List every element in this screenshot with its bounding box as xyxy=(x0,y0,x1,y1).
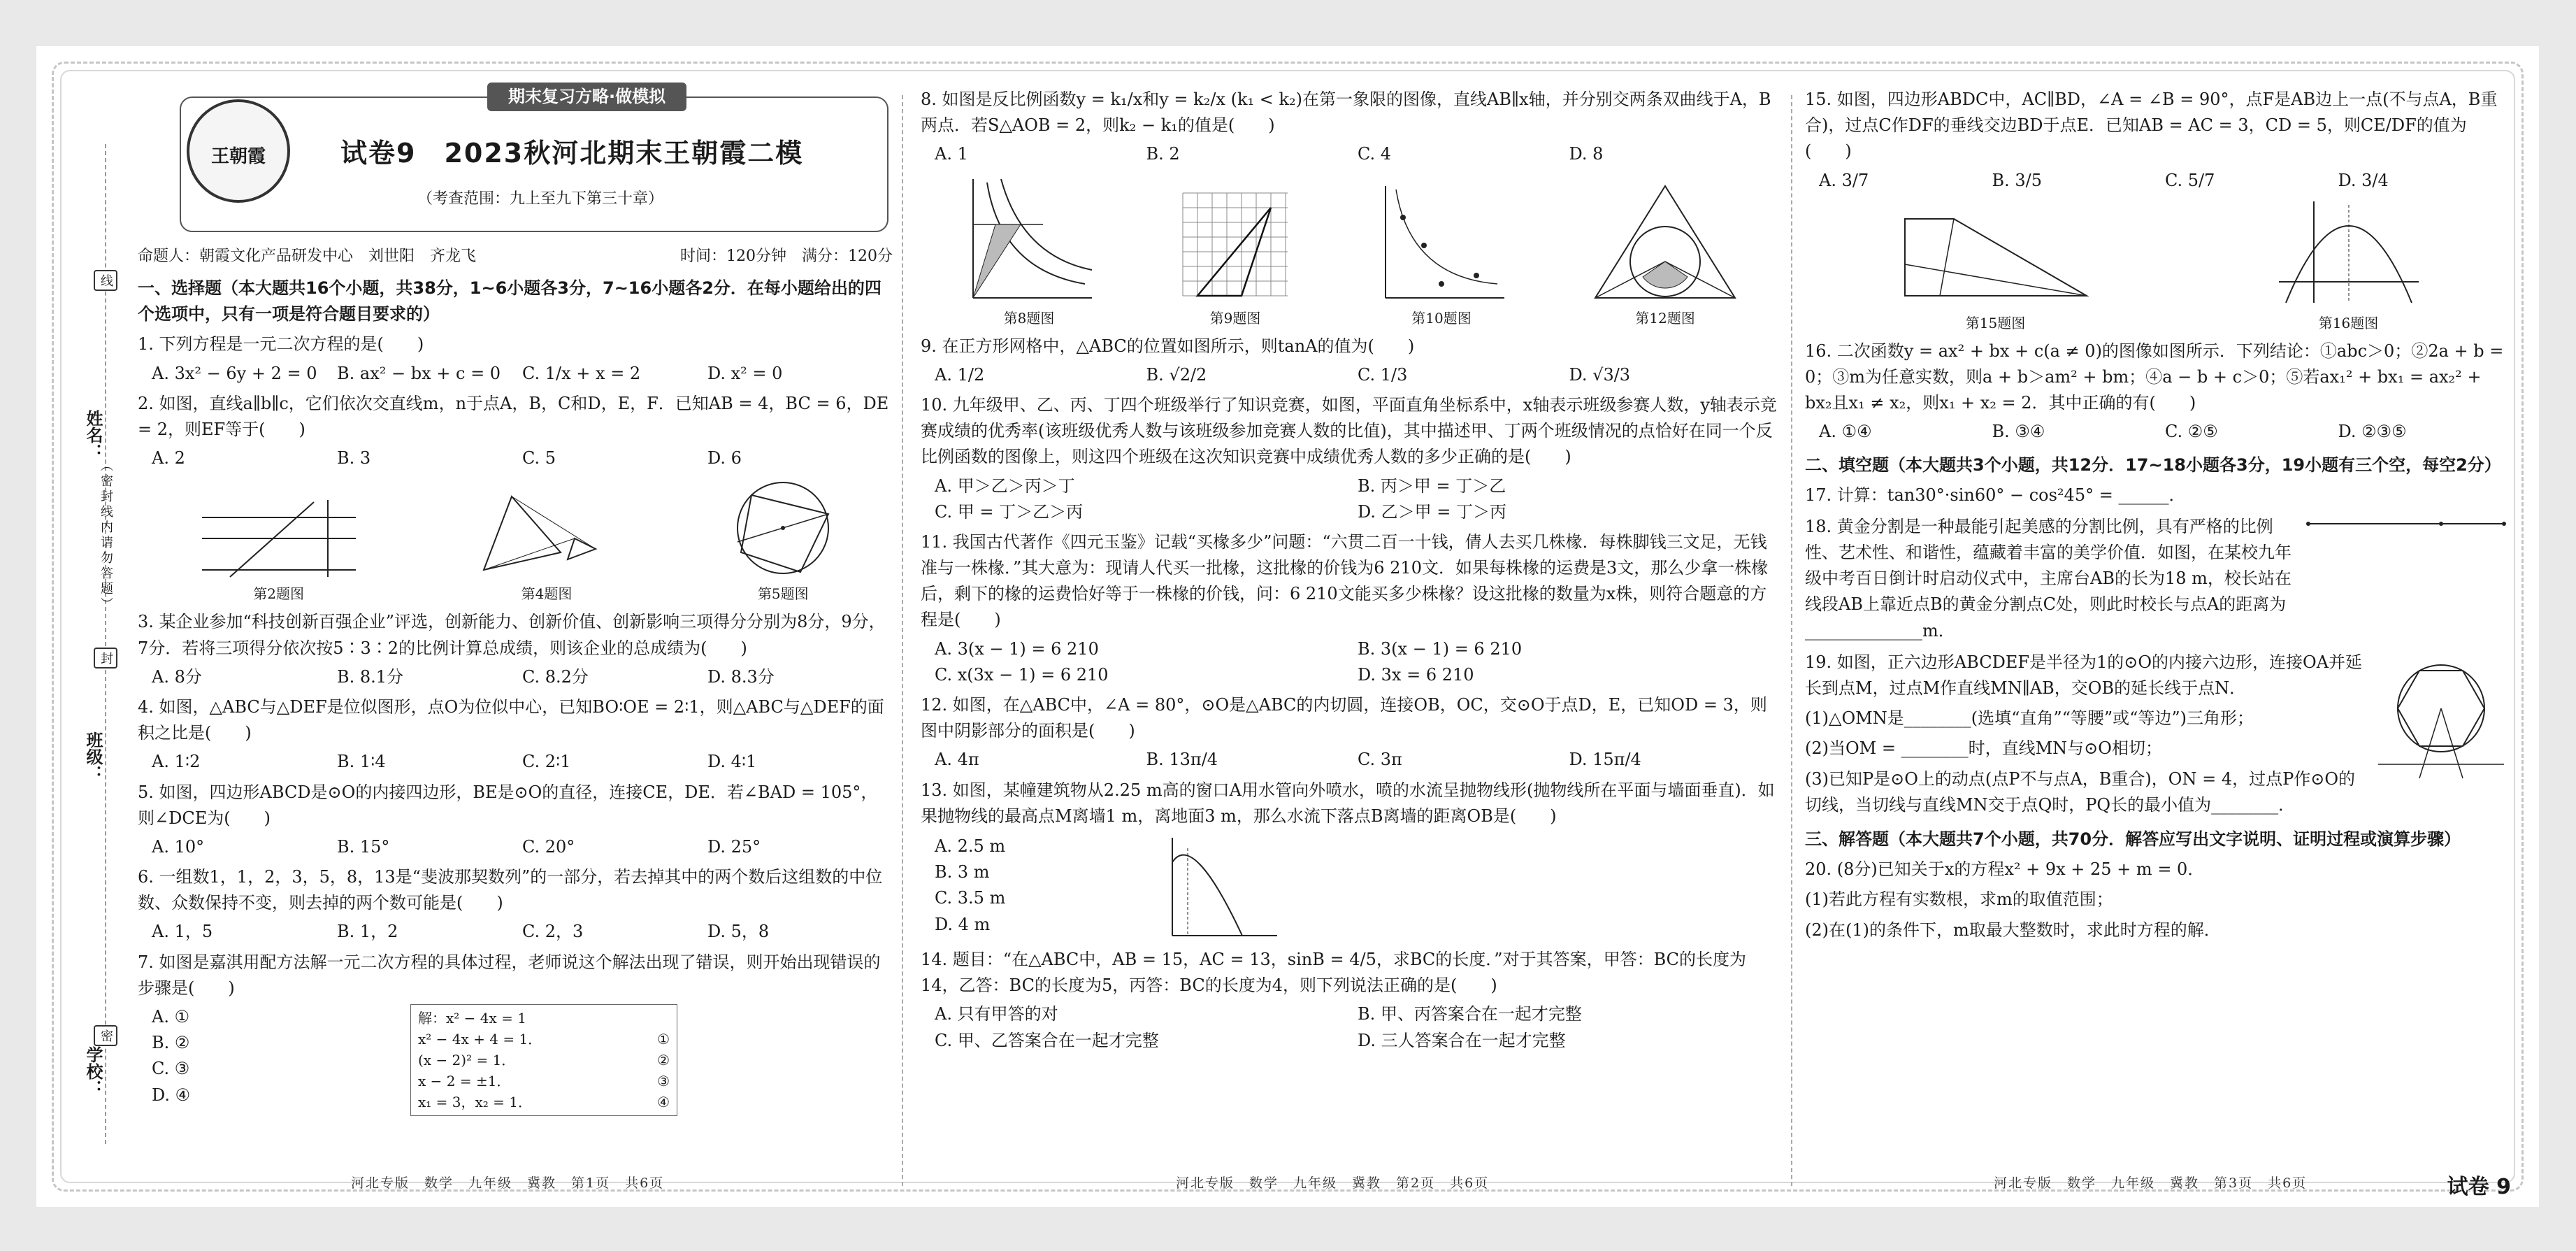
options-11 xyxy=(935,636,1780,688)
option[interactable]: A. 2.5 m xyxy=(935,836,1006,856)
figure-8 xyxy=(959,172,1099,329)
option[interactable]: B. 3 m xyxy=(935,862,990,882)
option[interactable]: C. 甲 = 丁＞乙＞丙 xyxy=(935,501,1084,522)
options-12 xyxy=(935,747,1780,773)
option[interactable]: C. 2∶1 xyxy=(522,752,571,772)
option[interactable]: B. 2 xyxy=(1146,144,1180,164)
option[interactable]: D. 25° xyxy=(707,836,761,857)
option[interactable]: C. 4 xyxy=(1358,144,1392,164)
column-1 xyxy=(138,83,893,1173)
figure-row-1 xyxy=(138,476,893,605)
question-18: 18. 黄金分割是一种最能引起美感的分割比例，具有严格的比例性、艺术性、和谐性，蕴藏着丰富的美学价值．如图，在某校九年级中考百日倒计时启动仪式中，主席台AB的长为18 m，校长站在线段AB上靠近点B的黄金分割点C处，则此时校长与点A的距离为______________m． xyxy=(1805,516,2291,641)
options-3 xyxy=(152,664,893,690)
figure-caption: 第16题图 xyxy=(2318,314,2379,331)
option[interactable]: A. ① xyxy=(152,1007,190,1027)
cut-line xyxy=(105,144,106,1144)
option[interactable]: D. ②③⑤ xyxy=(2338,422,2407,442)
exam-scope: （考查范围：九上至九下第三十章） xyxy=(417,190,664,208)
question-8: 8. 如图是反比例函数y = k₁/x和y = k₂/x (k₁ < k₂)在第一象限的图像，直线AB∥x轴，并分别交两条双曲线于A，B两点．若S△AOB = 2，则k₂ − k₁的值是( ) xyxy=(921,90,1771,136)
solution-step: x − 2 = ±1． ③ xyxy=(418,1073,670,1090)
footer-page-3: 河北专版 数学 九年级 冀教 第3页 共6页 xyxy=(1994,1175,2308,1191)
column-3 xyxy=(1805,83,2511,1173)
parallel-lines-figure xyxy=(188,496,370,580)
option[interactable]: B. 1，2 xyxy=(337,922,398,942)
question-11: 11. 我国古代著作《四元玉鉴》记载“买椽多少”问题：“六贯二百一十钱，倩人去买几株椽．每株脚钱三文足，无钱准与一株椽．”其大意为：现请人代买一批椽，这批椽的价钱为6 210文．如果每株椽的运费是3文，那么少拿一株椽后，剩下的椽的运费恰好等于一株椽的价钱，问：6 210文能买多少株椽？设这批椽的数量为x株，则符合题意的方程是( ) xyxy=(921,531,1769,630)
school-label: 学校： xyxy=(83,1046,103,1096)
options-10 xyxy=(935,473,1780,525)
figure-5 xyxy=(724,476,842,605)
question-13: 13. 如图，某幢建筑物从2.25 m高的窗口A用水管向外喷水，喷的水流呈抛物线形(抛物线所在平面与墙面垂直)．如果抛物线的最高点M离墙1 m，离地面3 m，那么水流下落点B离墙的距离OB是( ) xyxy=(921,780,1775,826)
option[interactable]: C. ②⑤ xyxy=(2165,422,2218,442)
binding-margin xyxy=(78,228,127,1137)
column-2 xyxy=(921,83,1780,1173)
question-3: 3. 某企业参加“科技创新百强企业”评选，创新能力、创新价值、创新影响三项得分分别为8分，9分，7分．若将三项得分依次按5∶3∶2的比例计算总成绩，则该企业的总成绩为( ) xyxy=(138,612,886,658)
question-14: 14. 题目：“在△ABC中，AB = 15，AC = 13，sinB = 4/5，求BC的长度．”对于其答案，甲答：BC的长度为14，乙答：BC的长度为5，丙答：BC的长度为4，则下列说法正确的是( ) xyxy=(921,949,1747,996)
water-parabola-figure xyxy=(1144,831,1284,943)
paper-number: 试卷 9 xyxy=(2447,1175,2511,1199)
parabola-figure xyxy=(2272,198,2426,310)
option[interactable]: C. 1/x + x = 2 xyxy=(522,363,641,383)
question-19-part3: (3)已知P是⊙O上的动点(点P不与点A，B重合)，ON = 4，过点P作⊙O的切线，当切线与直线MN交于点Q时，PQ长的最小值为________． xyxy=(1805,769,2356,815)
option[interactable]: A. 4π xyxy=(935,750,979,770)
question-10: 10. 九年级甲、乙、丙、丁四个班级举行了知识竞赛，如图，平面直角坐标系中，x轴表示班级参赛人数，y轴表示竞赛成绩的优秀率(该班级优秀人数与该班级参加竞赛人数的比值)，其中描述甲、丁两个班级情况的点恰好在同一个反比例函数的图像上，则这四个班级在这次知识竞赛中成绩优秀人数的多少正确的是( ) xyxy=(921,394,1777,467)
q13-area xyxy=(921,831,1780,943)
class-label: 班级： xyxy=(83,731,103,782)
figure-row-3 xyxy=(1805,198,2511,334)
footer-page-2: 河北专版 数学 九年级 冀教 第2页 共6页 xyxy=(1176,1175,1490,1191)
option[interactable]: A. 甲＞乙＞丙＞丁 xyxy=(935,476,1075,496)
figure-16 xyxy=(2272,198,2426,334)
question-19: 19. 如图，正六边形ABCDEF是半径为1的⊙O的内接六边形，连接OA并延长到点M，过点M作直线MN∥AB，交OB的延长线于点N． xyxy=(1805,652,2363,698)
logo-text: 王朝霞 xyxy=(210,146,266,167)
seal-seal: 封 xyxy=(94,648,117,669)
option[interactable]: D. 三人答案合在一起才完整 xyxy=(1358,1030,1566,1050)
option[interactable]: A. 2 xyxy=(152,448,185,469)
exam-sheet xyxy=(36,46,2539,1207)
option[interactable]: D. √3/3 xyxy=(1569,364,1631,385)
option[interactable]: A. 3/7 xyxy=(1819,170,1869,190)
option[interactable]: B. 丙＞甲 = 丁＞乙 xyxy=(1358,476,1506,496)
question-20-part2: (2)在(1)的条件下，m取最大整数时，求此时方程的解． xyxy=(1805,920,2221,940)
options-9 xyxy=(935,362,1780,388)
option[interactable]: D. 4∶1 xyxy=(707,752,757,772)
scatter-classes-figure xyxy=(1372,179,1511,305)
option[interactable]: B. 3/5 xyxy=(1992,170,2043,190)
options-1 xyxy=(152,361,893,387)
option[interactable]: D. 3x = 6 210 xyxy=(1358,664,1474,685)
figure-12 xyxy=(1588,179,1742,329)
option[interactable]: C. 2，3 xyxy=(522,922,584,942)
option[interactable]: D. 8 xyxy=(1569,144,1604,164)
option[interactable]: A. 10° xyxy=(152,836,205,857)
option[interactable]: A. 1 xyxy=(935,144,968,164)
authors: 命题人：朝霞文化产品研发中心 刘世阳 齐龙飞 xyxy=(138,248,477,265)
solution-step: x² − 4x + 4 = 1． ① xyxy=(418,1031,670,1048)
homothety-figure xyxy=(470,489,624,580)
option[interactable]: D. 8.3分 xyxy=(707,666,775,687)
figure-row-2 xyxy=(921,172,1780,329)
option[interactable]: B. 1∶4 xyxy=(337,752,386,772)
column-divider xyxy=(902,95,903,1186)
time-score: 时间：120分钟 满分：120分 xyxy=(680,248,893,265)
option[interactable]: B. 13π/4 xyxy=(1146,750,1218,770)
seal-line: 线 xyxy=(94,270,117,291)
logo xyxy=(187,99,290,203)
option[interactable]: D. 5，8 xyxy=(707,922,770,942)
question-19-part2: (2)当OM = ________时，直线MN与⊙O相切； xyxy=(1805,738,2162,759)
option[interactable]: D. x² = 0 xyxy=(707,363,783,383)
option[interactable]: A. 3x² − 6y + 2 = 0 xyxy=(152,363,317,383)
solution-step: x₁ = 3，x₂ = 1． ④ xyxy=(418,1094,670,1111)
option[interactable]: D. 乙＞甲 = 丁＞丙 xyxy=(1358,501,1507,522)
options-14 xyxy=(935,1001,1780,1053)
options-16 xyxy=(1819,419,2511,445)
circle-quad-figure xyxy=(724,476,842,580)
figure-4 xyxy=(470,489,624,605)
figure-caption: 第8题图 xyxy=(1003,309,1055,327)
option[interactable]: C. 1/3 xyxy=(1358,364,1408,385)
grid-triangle-figure xyxy=(1176,186,1295,305)
option[interactable]: A. ①④ xyxy=(1819,422,1872,442)
option[interactable]: C. 3π xyxy=(1358,750,1402,770)
question-9: 9. 在正方形网格中，△ABC的位置如图所示，则tanA的值为( ) xyxy=(921,336,1415,356)
paper-title: 试卷9 2023秋河北期末王朝霞二模 xyxy=(340,138,804,169)
option[interactable]: D. 3/4 xyxy=(2338,170,2389,190)
hexagon-figure xyxy=(2371,645,2511,785)
option[interactable]: C. 3.5 m xyxy=(935,888,1006,908)
figure-caption: 第4题图 xyxy=(521,585,573,603)
option[interactable]: A. 只有甲答的对 xyxy=(935,1004,1058,1024)
footer-page-1: 河北专版 数学 九年级 冀教 第1页 共6页 xyxy=(351,1175,665,1191)
q19-area xyxy=(1805,645,2511,820)
q18-area xyxy=(1805,510,2511,645)
options-2 xyxy=(152,445,893,471)
option[interactable]: B. 3(x − 1) = 6 210 xyxy=(1358,638,1523,659)
options-13 xyxy=(935,834,1144,938)
figure-15 xyxy=(1891,205,2101,334)
question-19-block xyxy=(1805,645,2371,820)
options-8 xyxy=(935,141,1780,167)
options-15 xyxy=(1819,168,2511,194)
option[interactable]: B. 3 xyxy=(337,448,371,469)
option[interactable]: B. 甲、丙答案合在一起才完整 xyxy=(1358,1004,1582,1024)
option[interactable]: B. 8.1分 xyxy=(337,666,404,687)
figure-caption: 第10题图 xyxy=(1411,309,1472,327)
option[interactable]: D. 15π/4 xyxy=(1569,750,1641,770)
question-2: 2. 如图，直线a∥b∥c，它们依次交直线m，n于点A，B，C和D，E，F．已知AB = 4，BC = 6，DE = 2，则EF等于( ) xyxy=(138,393,889,440)
question-20: 20. (8分)已知关于x的方程x² + 9x + 25 + m = 0． xyxy=(1805,859,2205,880)
option[interactable]: C. 甲、乙答案合在一起才完整 xyxy=(935,1030,1159,1050)
question-7: 7. 如图是嘉淇用配方法解一元二次方程的具体过程，老师说这个解法出现了错误，则开始出现错误的步骤是( ) xyxy=(138,952,881,998)
option[interactable]: C. 5 xyxy=(522,448,556,469)
options-5 xyxy=(152,834,893,860)
seal-note: （密封线内请勿答题） xyxy=(99,459,113,613)
column-divider xyxy=(1791,95,1792,1186)
section-1-heading: 一、选择题（本大题共16个小题，共38分，1~6小题各3分，7~16小题各2分．在每小题给出的四个选项中，只有一项是符合题目要求的） xyxy=(138,278,882,324)
options-6 xyxy=(152,919,893,945)
question-16: 16. 二次函数y = ax² + bx + c(a ≠ 0)的图像如图所示．下列结论：①abc＞0；②2a + b = 0；③m为任意实数，则a + b＞am² + bm；④a − b + c＞0；⑤若ax₁² + bx₁ = ax₂² + bx₂且x₁ ≠ x₂，则x₁ + x₂ = 2．其中正确的有( ) xyxy=(1805,341,2504,413)
question-6: 6. 一组数1，1，2，3，5，8，13是“斐波那契数列”的一部分，若去掉其中的两个数后这组数的中位数、众数保持不变，则去掉的两个数可能是( ) xyxy=(138,867,883,913)
option[interactable]: C. 5/7 xyxy=(2165,170,2215,190)
option[interactable]: B. ③④ xyxy=(1992,422,2045,442)
option[interactable]: A. 1/2 xyxy=(935,364,985,385)
solution-box xyxy=(410,1004,677,1116)
option[interactable]: C. x(3x − 1) = 6 210 xyxy=(935,664,1109,685)
option[interactable]: C. 20° xyxy=(522,836,575,857)
option[interactable]: A. 1，5 xyxy=(152,922,213,942)
option[interactable]: B. √2/2 xyxy=(1146,364,1207,385)
q7-area xyxy=(138,1004,893,1130)
question-20-part1: (1)若此方程有实数根，求m的取值范围； xyxy=(1805,889,2113,910)
paper-header xyxy=(138,83,893,243)
option[interactable]: D. 6 xyxy=(707,448,742,469)
option[interactable]: D. 4 m xyxy=(935,914,991,934)
figure-caption: 第5题图 xyxy=(757,585,809,603)
question-17: 17. 计算：tan30°·sin60° − cos²45° = ______． xyxy=(1805,485,2186,505)
option[interactable]: C. ③ xyxy=(152,1059,190,1079)
section-2-heading: 二、填空题（本大题共3个小题，共12分．17~18小题各3分，19小题有三个空，每空2分） xyxy=(1805,455,2501,475)
seal-secret: 密 xyxy=(94,1025,117,1046)
option[interactable]: B. ax² − bx + c = 0 xyxy=(337,363,501,383)
figure-10 xyxy=(1372,179,1511,329)
question-19-part1: (1)△OMN是________(选填“直角”“等腰”或“等边”)三角形； xyxy=(1805,708,2254,729)
option[interactable]: B. ② xyxy=(152,1033,190,1053)
question-5: 5. 如图，四边形ABCD是⊙O的内接四边形，BE是⊙O的直径，连接CE，DE．若∠BAD = 105°，则∠DCE为( ) xyxy=(138,782,878,828)
banner: 期末复习方略·做模拟 xyxy=(487,83,686,111)
option[interactable]: A. 8分 xyxy=(152,666,202,687)
question-12: 12. 如图，在△ABC中，∠A = 80°，⊙O是△ABC的内切圆，连接OB，OC，交⊙O于点D，E，已知OD = 3，则图中阴影部分的面积是( ) xyxy=(921,695,1767,741)
solution-step: (x − 2)² = 1． ② xyxy=(418,1052,670,1069)
figure-caption: 第12题图 xyxy=(1635,309,1695,327)
option[interactable]: A. 3(x − 1) = 6 210 xyxy=(935,638,1099,659)
figure-9 xyxy=(1176,186,1295,329)
question-1: 1. 下列方程是一元二次方程的是( ) xyxy=(138,334,424,355)
question-15: 15. 如图，四边形ABDC中，AC∥BD，∠A = ∠B = 90°，点F是AB边上一点(不与点A，B重合)，过点C作DF的垂线交边BD于点E．已知AB = AC = 3，CD = 5，则CE/DF的值为( ) xyxy=(1805,90,2498,162)
segment-figure xyxy=(2301,510,2511,538)
name-label: 姓名： xyxy=(83,410,103,460)
question-4: 4. 如图，△ABC与△DEF是位似图形，点O为位似中心，已知BO∶OE = 2∶1，则△ABC与△DEF的面积之比是( ) xyxy=(138,696,884,743)
hyperbola-figure xyxy=(959,172,1099,305)
solution-step: 解：x² − 4x = 1 xyxy=(418,1010,526,1027)
section-3-heading: 三、解答题（本大题共7个小题，共70分．解答应写出文字说明、证明过程或演算步骤） xyxy=(1805,829,2461,849)
option[interactable]: B. 15° xyxy=(337,836,390,857)
options-7 xyxy=(152,1004,333,1108)
figure-caption: 第15题图 xyxy=(1965,314,2026,331)
option[interactable]: C. 8.2分 xyxy=(522,666,589,687)
incircle-figure xyxy=(1588,179,1742,305)
figure-2 xyxy=(188,496,370,605)
figure-caption: 第2题图 xyxy=(253,585,305,603)
meta-row xyxy=(138,245,893,269)
quadrilateral-figure xyxy=(1891,205,2101,310)
options-4 xyxy=(152,749,893,775)
figure-caption: 第9题图 xyxy=(1209,309,1261,327)
option[interactable]: A. 1∶2 xyxy=(152,752,201,772)
option[interactable]: D. ④ xyxy=(152,1085,191,1105)
